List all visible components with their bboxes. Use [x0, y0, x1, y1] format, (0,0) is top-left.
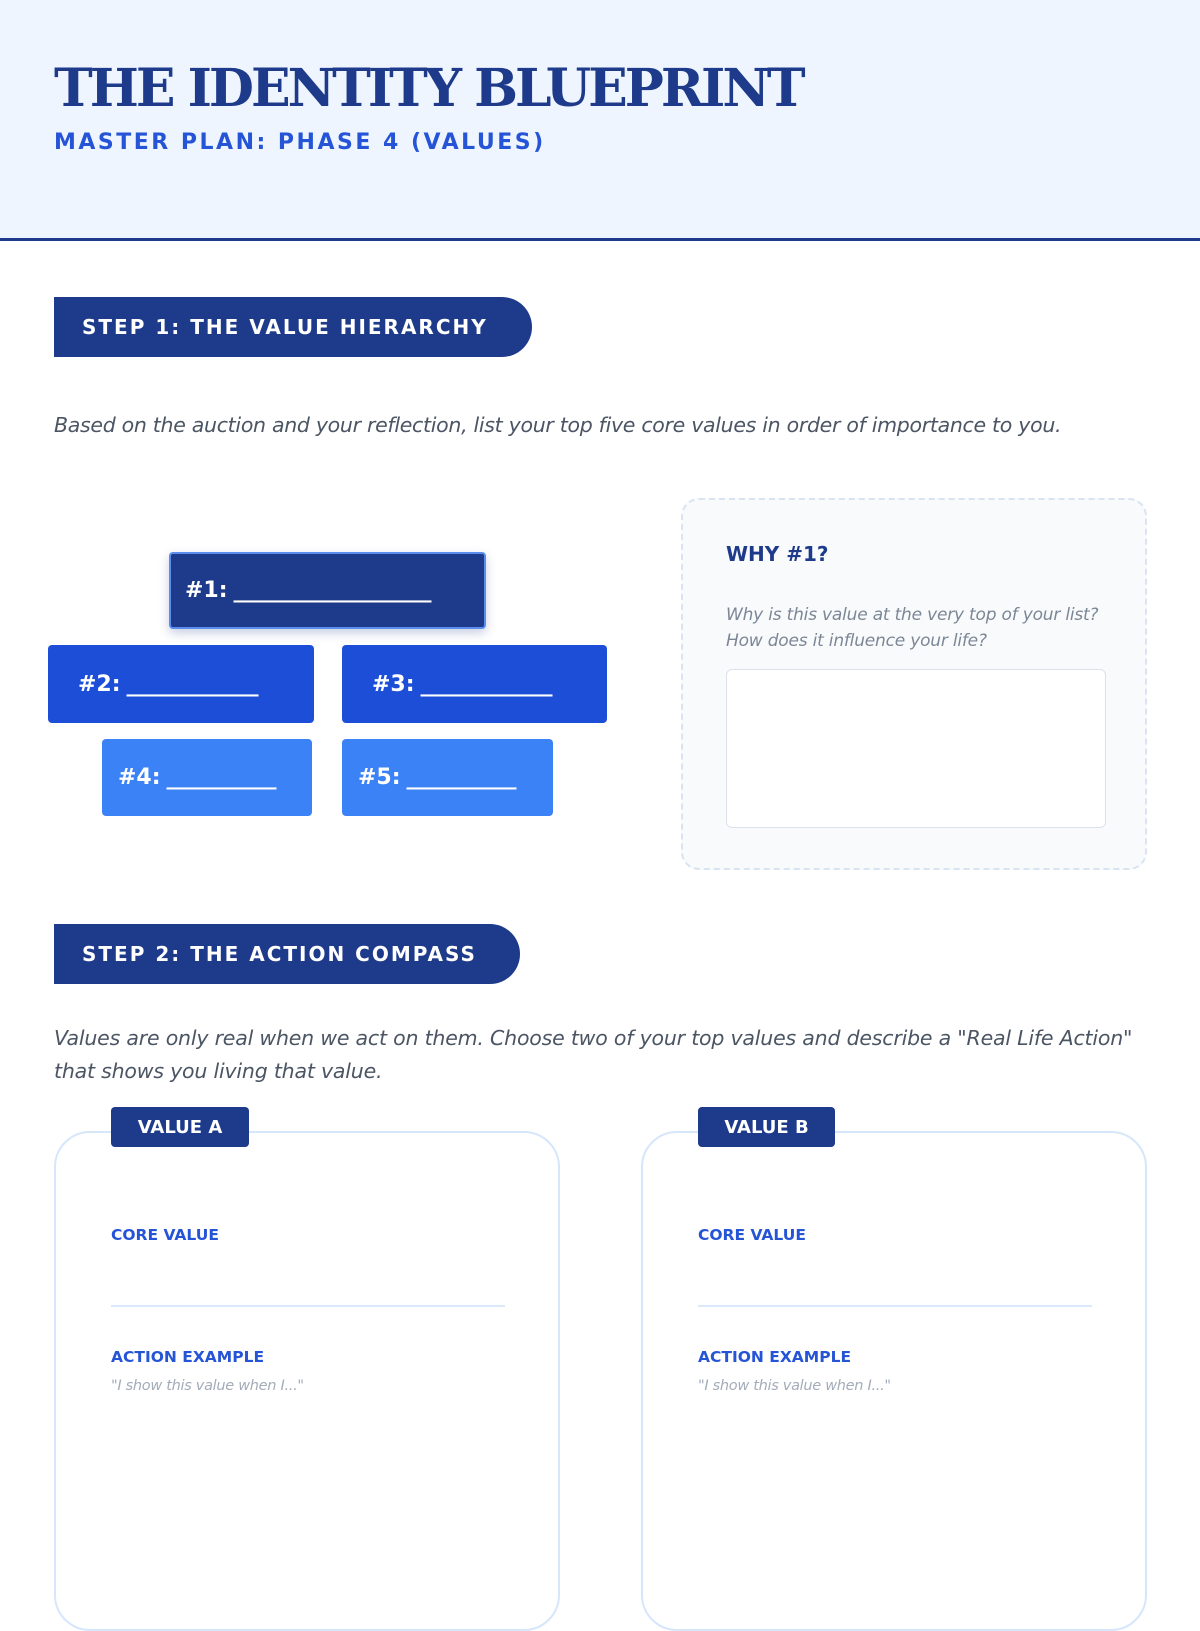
value-a-action-example-label: ACTION EXAMPLE — [111, 1348, 265, 1366]
value-b-core-value-field[interactable] — [698, 1267, 1092, 1307]
rank-1-blank: __________________ — [233, 578, 432, 603]
why-number-one-prompt: Why is this value at the very top of your list? How does it influence your life? — [726, 605, 1099, 651]
rank-2-label: #2: — [78, 671, 121, 697]
rank-4-label: #4: — [118, 765, 161, 790]
value-b-action-hint: "I show this value when I..." — [698, 1378, 891, 1394]
rank-3-slot[interactable] — [342, 645, 607, 723]
value-b-action-example-field[interactable] — [698, 1402, 1092, 1602]
value-a-tag: VALUE A — [111, 1107, 249, 1147]
value-a-core-value-field[interactable] — [111, 1267, 505, 1307]
rank-2-slot[interactable] — [48, 645, 314, 723]
step-1-banner: STEP 1: THE VALUE HIERARCHY — [54, 297, 532, 357]
page-subtitle: MASTER PLAN: PHASE 4 (VALUES) — [54, 130, 546, 155]
rank-5-slot[interactable] — [342, 739, 553, 816]
why-number-one-title: WHY #1? — [726, 542, 829, 566]
page-header — [0, 0, 1200, 241]
value-a-action-example-field[interactable] — [111, 1402, 505, 1602]
rank-1-slot[interactable] — [169, 552, 486, 629]
value-b-core-value-label: CORE VALUE — [698, 1226, 806, 1244]
value-a-action-hint: "I show this value when I..." — [111, 1378, 304, 1394]
value-a-core-value-label: CORE VALUE — [111, 1226, 219, 1244]
rank-5-blank: __________ — [406, 765, 517, 790]
rank-5-label: #5: — [358, 765, 401, 790]
rank-4-slot[interactable] — [102, 739, 312, 816]
rank-3-label: #3: — [372, 671, 415, 697]
rank-4-blank: __________ — [166, 765, 277, 790]
rank-2-blank: ____________ — [126, 671, 259, 697]
step-2-banner: STEP 2: THE ACTION COMPASS — [54, 924, 520, 984]
value-b-tag: VALUE B — [698, 1107, 835, 1147]
rank-3-blank: ____________ — [420, 671, 553, 697]
value-b-action-example-label: ACTION EXAMPLE — [698, 1348, 852, 1366]
page-title: THE IDENTITY BLUEPRINT — [54, 58, 803, 119]
rank-1-label: #1: — [185, 578, 228, 603]
step-2-instructions: Values are only real when we act on them. Choose two of your top values and describe a "Real Life Action" that shows you living that value. — [54, 1026, 1133, 1083]
why-number-one-answer-field[interactable] — [726, 669, 1106, 828]
why-number-one-panel — [681, 498, 1147, 870]
step-1-instructions: Based on the auction and your reflection, list your top five core values in order of importance to you. — [54, 413, 1062, 437]
